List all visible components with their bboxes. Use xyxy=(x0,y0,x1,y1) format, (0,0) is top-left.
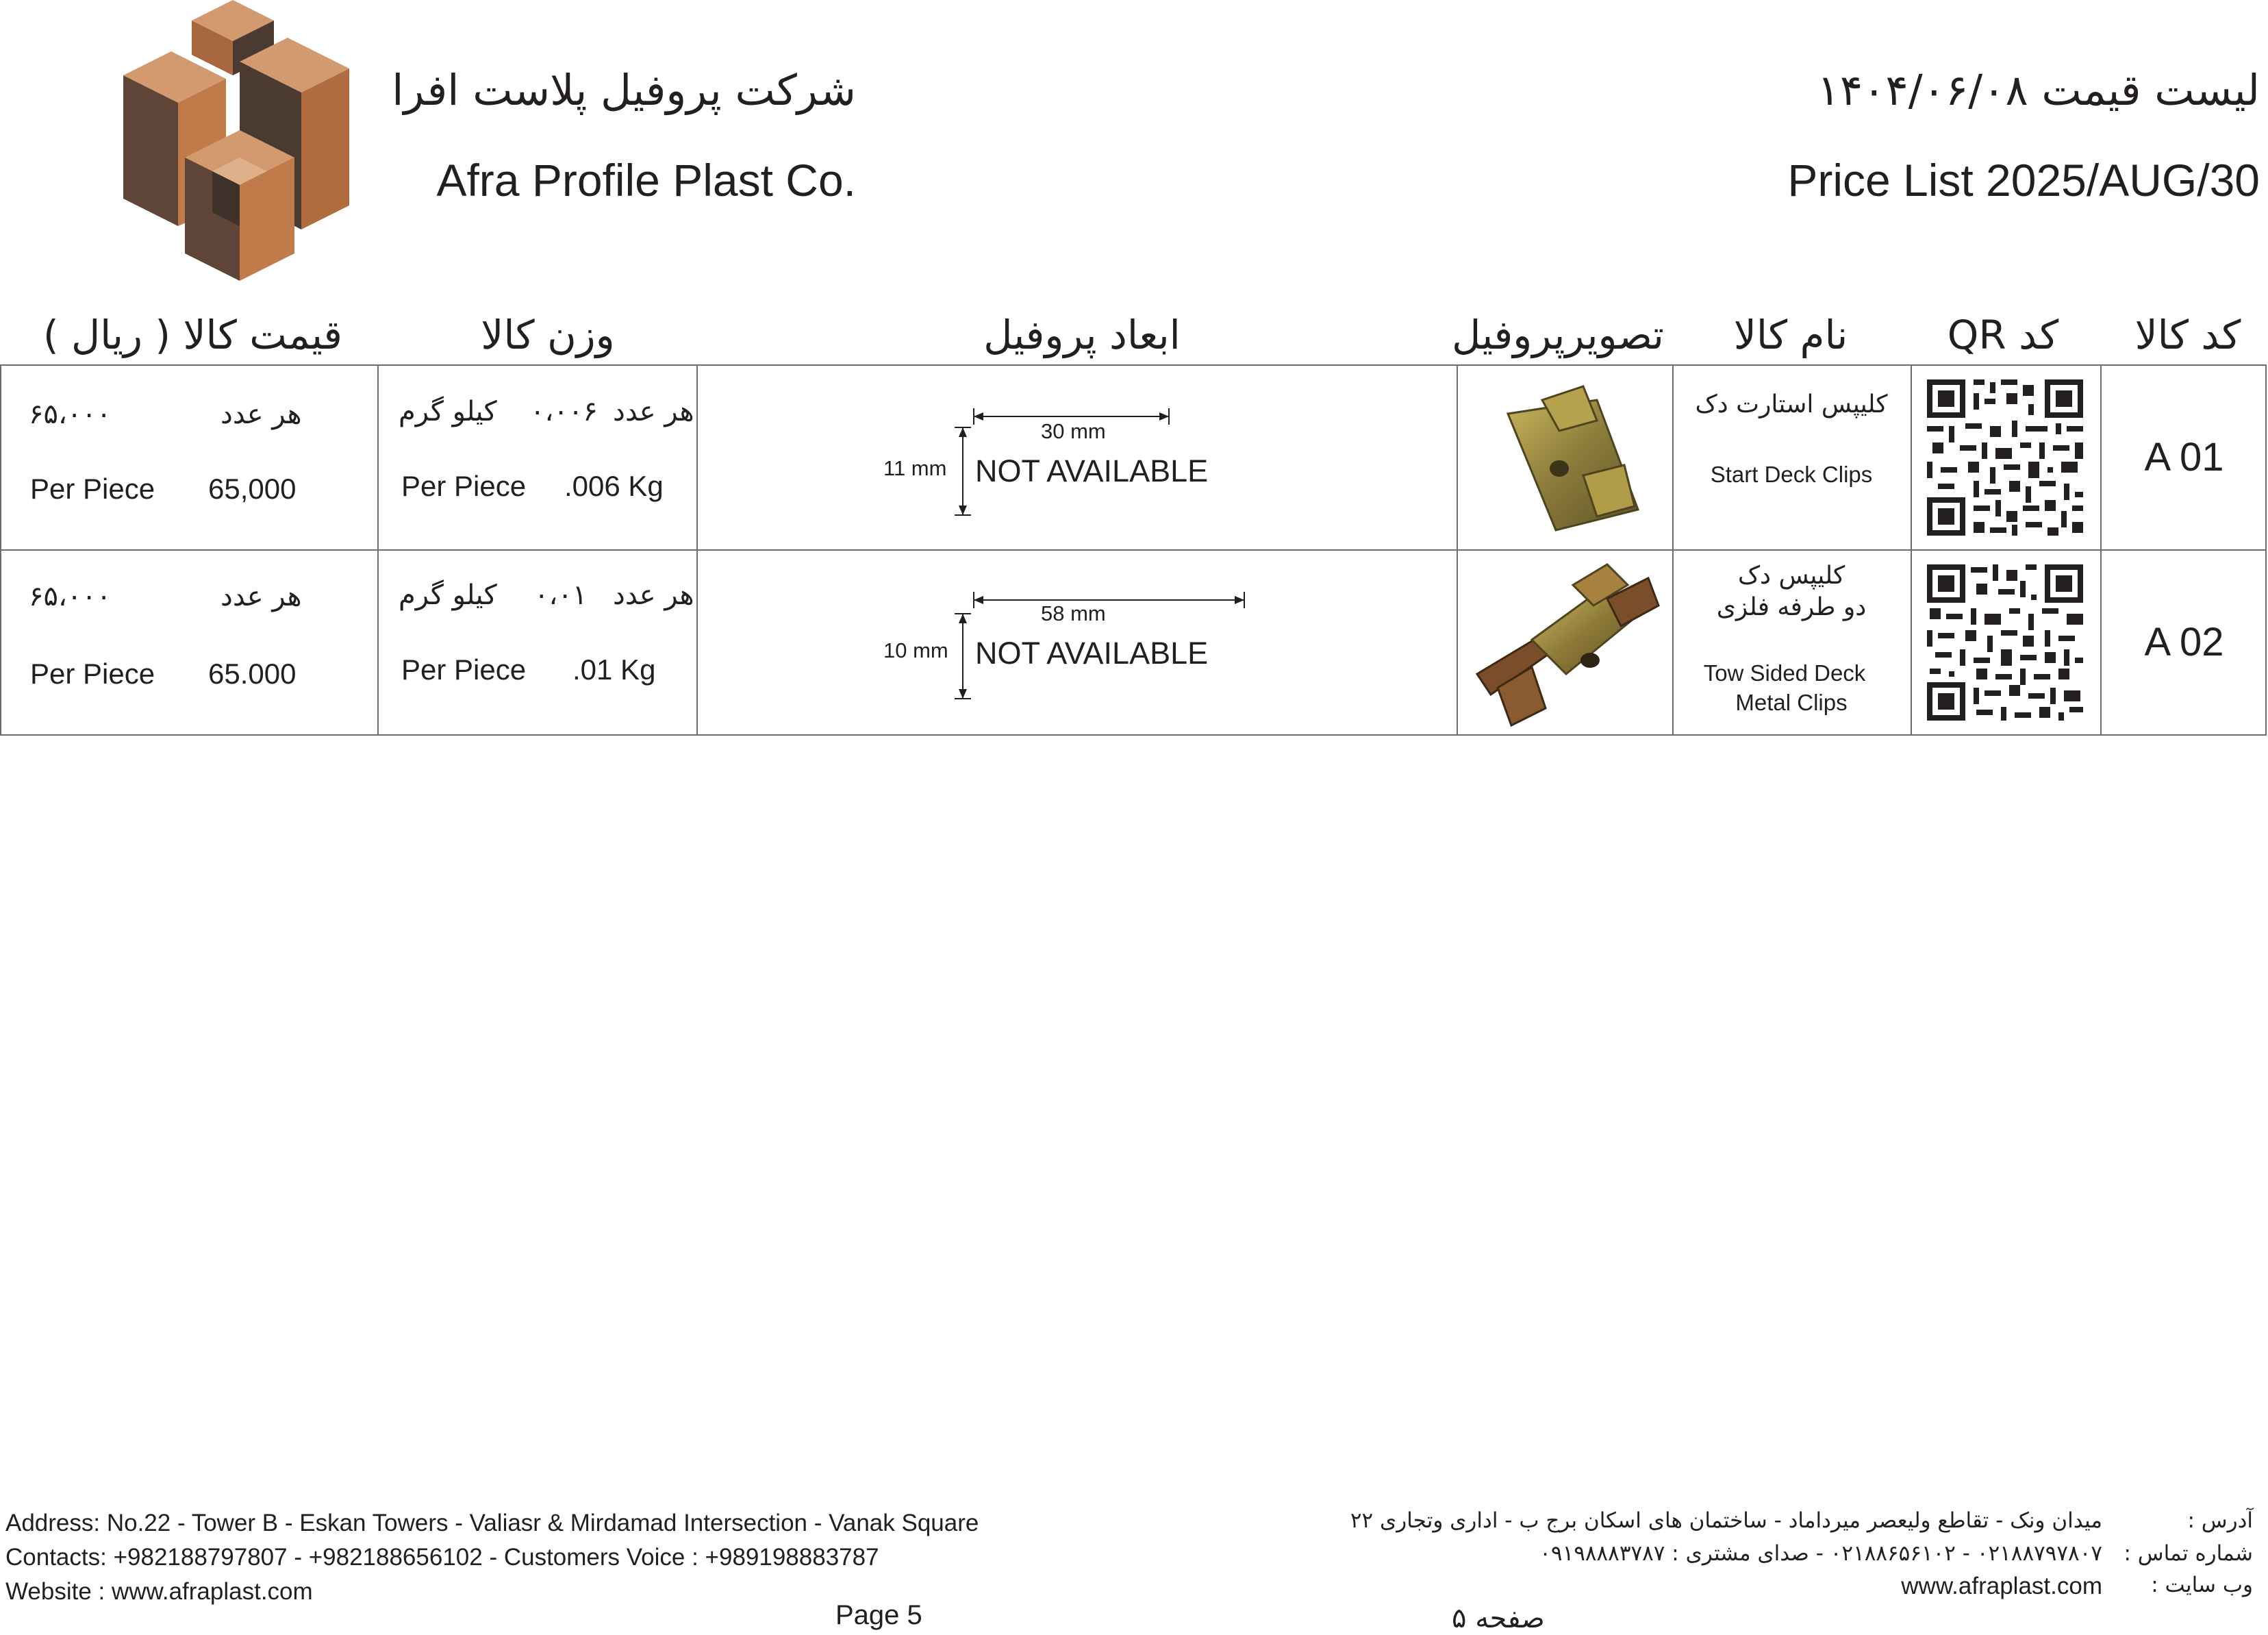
product-name-en: Start Deck Clips xyxy=(1710,462,1873,487)
product-table xyxy=(0,364,2267,736)
company-name-en: Afra Profile Plast Co. xyxy=(436,155,856,205)
column-header-name: نام کالا xyxy=(1733,312,1848,358)
footer-website-label-fa: وب سایت : xyxy=(2151,1573,2253,1597)
weight-unit-en: Per Piece xyxy=(401,653,527,686)
weight-value-fa: ۰،۰۰۶ xyxy=(530,396,598,427)
product-code: A 01 xyxy=(2144,435,2224,479)
dimension-height: 10 mm xyxy=(883,638,948,662)
two-sided-deck-clip-image xyxy=(1470,558,1662,729)
profile-drawing-placeholder: NOT AVAILABLE xyxy=(975,636,1209,671)
price-value-fa: ۶۵،۰۰۰ xyxy=(29,399,112,430)
column-header-image: تصویرپروفیل xyxy=(1452,312,1664,358)
dimension-width: 58 mm xyxy=(1041,601,1106,625)
price-value-fa: ۶۵،۰۰۰ xyxy=(29,581,112,612)
footer-website-en[interactable] xyxy=(5,1578,313,1606)
page-number-fa: صفحه ۵ xyxy=(1452,1603,1545,1634)
weight-unit-fa: هر عدد xyxy=(613,396,694,427)
profile-drawing-placeholder: NOT AVAILABLE xyxy=(975,453,1209,488)
product-name-fa-line1: کلیپس دک xyxy=(1737,562,1845,590)
weight-value-en: .01 Kg xyxy=(572,653,656,686)
footer-address-fa: میدان ونک - تقاطع ولیعصر میرداماد - ساختمان های اسکان برج ب - اداری وتجاری ۲۲ xyxy=(1350,1508,2102,1533)
weight-unit-en: Per Piece xyxy=(401,470,527,502)
footer-address-label-fa: آدرس : xyxy=(2187,1508,2253,1533)
product-name-en-line2: Metal Clips xyxy=(1735,690,1848,715)
price-list-title-en: Price List 2025/AUG/30 xyxy=(1787,155,2260,205)
page-number-en: Page 5 xyxy=(835,1600,922,1630)
price-unit-en: Per Piece xyxy=(30,473,155,505)
column-header-code: کد کالا xyxy=(2134,312,2241,358)
dimension-height: 11 mm xyxy=(883,456,947,480)
price-unit-fa: هر عدد xyxy=(220,581,302,612)
weight-kg-fa: کیلو گرم xyxy=(399,396,497,427)
product-name-fa: کلیپس استارت دک xyxy=(1695,390,1888,419)
table-row xyxy=(1,366,2265,549)
footer-contacts-en: Contacts: +982188797807 - +982188656102 - Customers Voice : +989198883787 xyxy=(5,1544,879,1571)
product-code: A 02 xyxy=(2144,620,2224,664)
weight-value-en: .006 Kg xyxy=(564,470,664,502)
column-header-weight: وزن کالا xyxy=(481,312,615,358)
weight-value-fa: ۰،۰۱ xyxy=(534,579,588,611)
company-logo xyxy=(110,0,356,281)
product-name-fa-line2: دو طرفه فلزی xyxy=(1716,593,1867,621)
column-header-dimensions: ابعاد پروفیل xyxy=(983,312,1181,358)
price-value-en: 65.000 xyxy=(208,658,297,690)
column-header-qr: کد QR xyxy=(1947,312,2059,358)
weight-kg-fa: کیلو گرم xyxy=(399,579,497,611)
website-link-fa-section[interactable]: www.afraplast.com xyxy=(1901,1573,2102,1599)
column-header-price: قیمت کالا ( ریال ) xyxy=(42,312,342,358)
product-name-en-line1: Tow Sided Deck xyxy=(1703,660,1866,686)
weight-unit-fa: هر عدد xyxy=(613,579,694,611)
website-link-en[interactable]: Website : www.afraplast.com xyxy=(5,1578,313,1605)
footer-contacts-label-fa: شماره تماس : xyxy=(2124,1541,2253,1566)
start-deck-clip-image xyxy=(1494,373,1652,544)
qr-code-image[interactable] xyxy=(1924,377,2086,538)
qr-code-image[interactable] xyxy=(1924,562,2086,723)
footer-address-en: Address: No.22 - Tower B - Eskan Towers - Valiasr & Mirdamad Intersection - Vanak Square xyxy=(5,1510,979,1536)
price-value-en: 65,000 xyxy=(208,473,297,505)
price-unit-en: Per Piece xyxy=(30,658,155,690)
footer-contacts-fa: ۰۲۱۸۸۷۹۷۸۰۷ - ۰۲۱۸۸۶۵۶۱۰۲ - صدای مشتری : ۰۹۱۹۸۸۸۳۷۸۷ xyxy=(1539,1541,2102,1566)
table-row xyxy=(1,549,2265,734)
price-list-title-fa: لیست قیمت ۱۴۰۴/۰۶/۰۸ xyxy=(1817,65,2260,115)
company-name-fa: شرکت پروفیل پلاست افرا xyxy=(392,65,856,115)
price-unit-fa: هر عدد xyxy=(220,399,302,430)
dimension-width: 30 mm xyxy=(1041,419,1106,443)
